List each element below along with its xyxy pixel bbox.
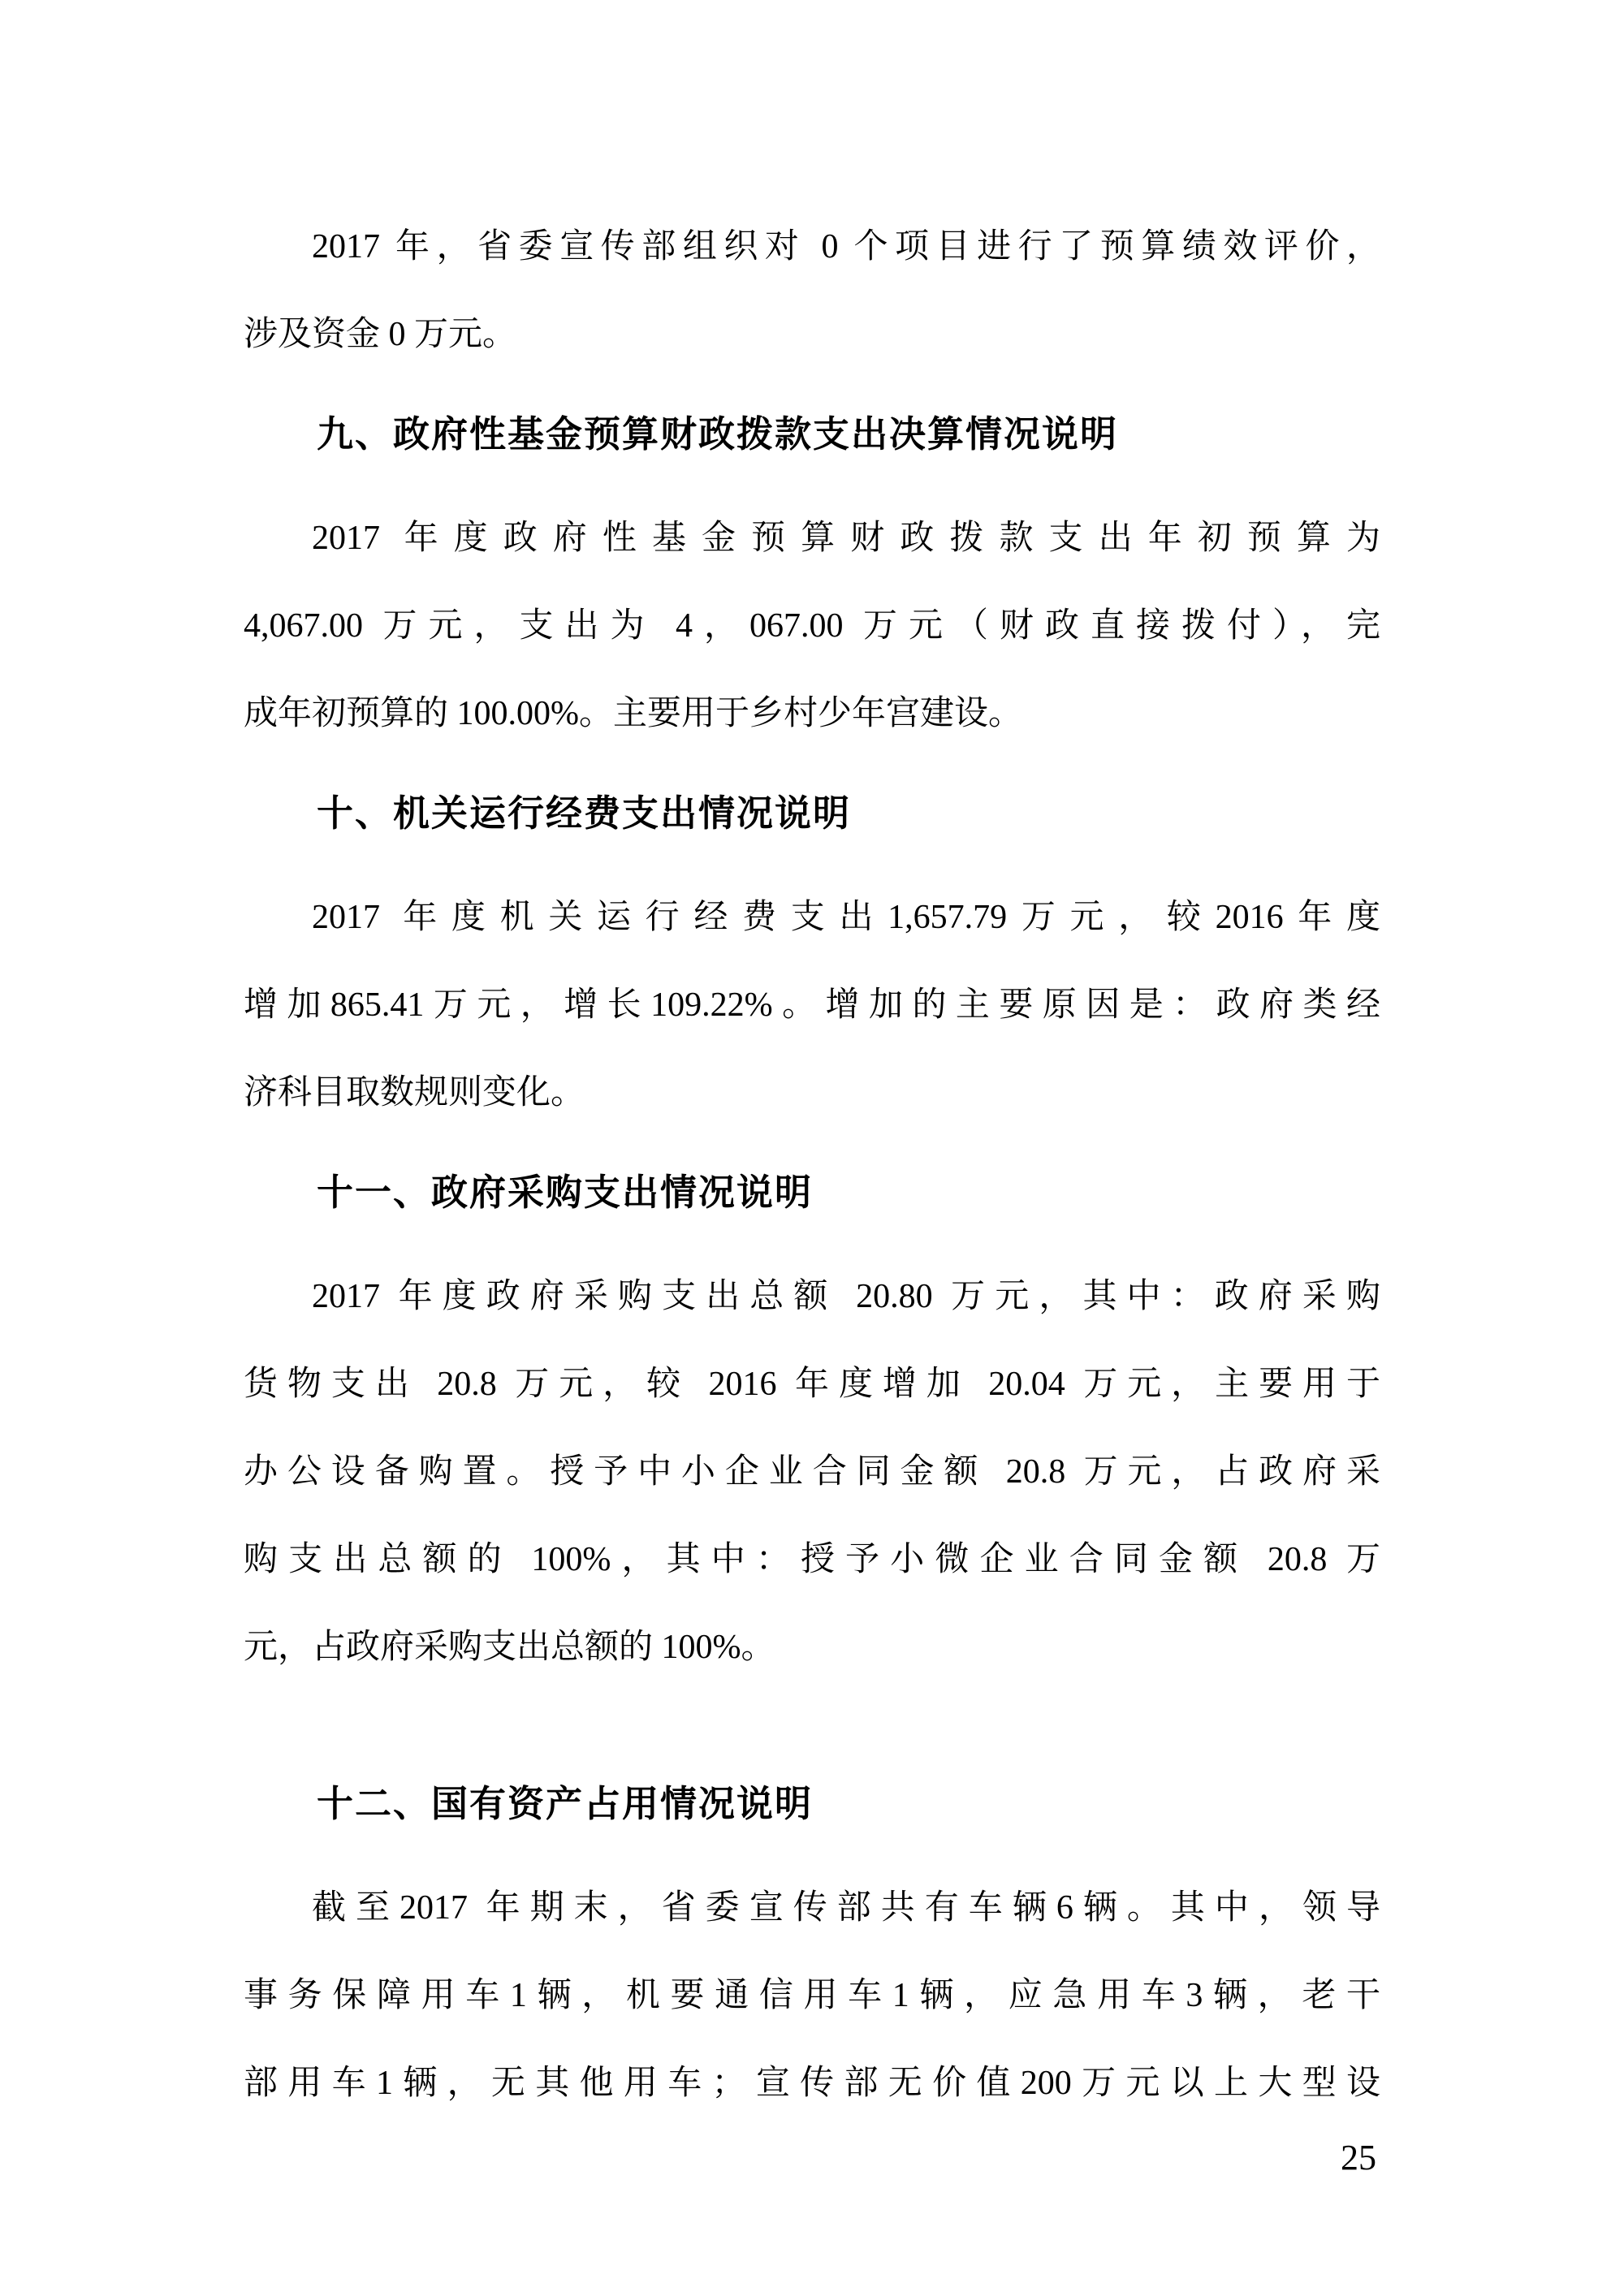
paragraph-line: 2017 年，省委宣传部组织对 0 个项目进行了预算绩效评价， bbox=[312, 228, 1380, 265]
paragraph-line: 增加865.41万元，增长109.22%。增加的主要原因是：政府类经 bbox=[244, 986, 1380, 1024]
page-number: 25 bbox=[1341, 2138, 1376, 2177]
section-heading-11: 十一、政府采购支出情况说明 bbox=[317, 1172, 814, 1213]
paragraph-line: 2017 年度政府性基金预算财政拨款支出年初预算为 bbox=[312, 520, 1380, 557]
paragraph-line: 办公设备购置。授予中小企业合同金额 20.8 万元，占政府采 bbox=[244, 1453, 1380, 1491]
paragraph-line: 货物支出 20.8 万元，较 2016 年度增加 20.04 万元，主要用于 bbox=[244, 1366, 1380, 1403]
paragraph-section-12 bbox=[244, 1864, 1380, 2127]
paragraph-section-10 bbox=[244, 874, 1380, 1137]
paragraph-line: 涉及资金 0 万元。 bbox=[244, 316, 517, 353]
paragraph-section-11 bbox=[244, 1253, 1380, 1691]
section-heading-12: 十二、国有资产占用情况说明 bbox=[317, 1783, 814, 1824]
paragraph-line: 4,067.00 万元，支出为 4，067.00 万元（财政直接拨付），完 bbox=[244, 607, 1380, 645]
paragraph-performance-evaluation bbox=[244, 203, 1380, 378]
paragraph-line: 购支出总额的 100%，其中：授予小微企业合同金额 20.8 万 bbox=[244, 1541, 1380, 1578]
paragraph-line: 成年初预算的 100.00%。主要用于乡村少年宫建设。 bbox=[244, 695, 1022, 732]
paragraph-line: 截至2017 年期末，省委宣传部共有车辆6辆。其中，领导 bbox=[312, 1889, 1380, 1927]
section-spacer bbox=[244, 1691, 1380, 1748]
paragraph-line: 2017 年度机关运行经费支出1,657.79万元，较2016年度 bbox=[312, 899, 1380, 936]
section-heading-10: 十、机关运行经费支出情况说明 bbox=[317, 792, 852, 834]
paragraph-line: 2017 年度政府采购支出总额 20.80 万元，其中：政府采购 bbox=[312, 1278, 1380, 1315]
section-heading-9: 九、政府性基金预算财政拨款支出决算情况说明 bbox=[317, 413, 1119, 455]
paragraph-line: 济科目取数规则变化。 bbox=[244, 1074, 585, 1111]
paragraph-line: 元，占政府采购支出总额的 100%。 bbox=[244, 1629, 775, 1666]
paragraph-line: 部用车1辆，无其他用车；宣传部无价值200万元以上大型设 bbox=[244, 2065, 1380, 2102]
paragraph-section-9 bbox=[244, 494, 1380, 757]
paragraph-line: 事务保障用车1辆，机要通信用车1辆，应急用车3辆，老干 bbox=[244, 1977, 1380, 2014]
